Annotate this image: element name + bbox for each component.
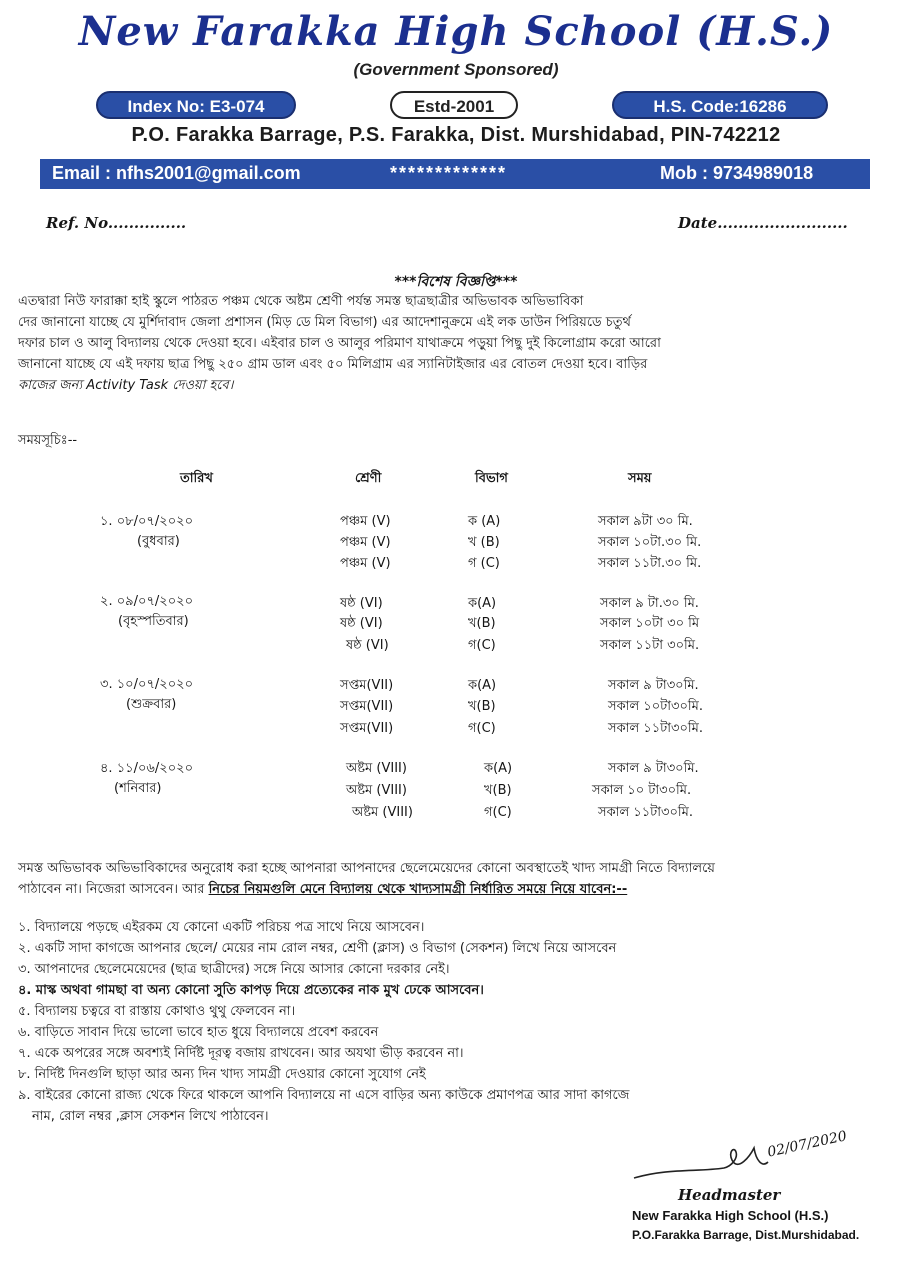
schedule-time: সকাল ১১টা৩০মি. [598,805,693,820]
signature-date: 02/07/2020 [766,1128,849,1161]
headmaster-title: Headmaster [678,1186,781,1204]
schedule-class: অষ্টম (VIII) [346,783,407,798]
notice-line: দফার চাল ও আলু বিদ্যালয় থেকে দেওয়া হবে। এইবার চাল ও আলুর পরিমাণ যাথাক্রমে পড়ুয়া পিছু দুই কিলোগ্রাম করো আরো [18,336,661,351]
school-name: New Farakka High School (H.S.) [78,8,834,55]
schedule-time: সকাল ১০টা.৩০ মি. [598,535,702,550]
schedule-time: সকাল ১১টা.৩০ মি. [598,556,702,571]
schedule-day: (শনিবার) [114,781,162,796]
schedule-section: গ(C) [468,721,496,736]
schedule-section: খ(B) [468,699,496,714]
rules-list [18,917,898,1127]
schedule-date: ৪. ১১/০৬/২০২০ [100,761,194,776]
rule-item: ১. বিদ্যালয়ে পড়ছে এইরকম যে কোনো একটি পরিচয় পত্র সাথে নিয়ে আসবেন। [18,920,425,935]
schedule-section: ক(A) [468,678,497,693]
schedule-time: সকাল ৯ টা৩০মি. [608,678,699,693]
schedule-time: সকাল ১১টা ৩০মি. [600,638,700,653]
schedule-section: খ(B) [484,783,512,798]
contact-bar [40,159,870,189]
schedule-section: গ (C) [468,556,500,571]
schedule-section: ক(A) [468,596,497,611]
schedule-section: গ(C) [484,805,512,820]
sponsorship-line: (Government Sponsored) [353,60,559,79]
schedule-time: সকাল ৯টা ৩০ মি. [598,514,693,529]
schedule-time: সকাল ১০ টা৩০মি. [592,783,692,798]
request-line: সমস্ত অভিভাবক অভিভাবিকাদের অনুরোধ করা হচ্ছে আপনারা আপনাদের ছেলেমেয়েদের কোনো অবস্থাতেই খাদ্য সামগ্রী নিতে বিদ্যালয়ে [18,861,715,876]
schedule-class: সপ্তম(VII) [340,699,394,714]
schedule-class: সপ্তম(VII) [340,721,394,736]
signature-school: New Farakka High School (H.S.) [632,1208,829,1223]
request-line-emphasis: নিচের নিয়মগুলি মেনে বিদ্যালয় থেকে খাদ্যসামগ্রী নির্ধারিত সময়ে নিয়ে যাবেন:-- [208,882,628,897]
rule-item: ৩. আপনাদের ছেলেমেয়েদের (ছাত্র ছাত্রীদের) সঙ্গে নিয়ে আসার কোনো দরকার নেই। [18,962,450,977]
rule-item: ৬. বাড়িতে সাবান দিয়ে ভালো ভাবে হাত ধুয়ে বিদ্যালয়ে প্রবেশ করবেন [18,1025,379,1040]
rule-item: ২. একটি সাদা কাগজে আপনার ছেলে/ মেয়ের নাম রোল নম্বর, শ্রেণী (ক্লাস) ও বিভাগ (সেকশন) লিখে নিয়ে আসবেন [18,941,617,956]
request-paragraph [18,858,894,900]
index-no-badge: Index No: E3-074 [96,91,296,119]
date-field: Date......................... [678,214,848,232]
request-line-start: পাঠাবেন না। নিজেরা আসবেন। আর [18,882,209,897]
schedule-class: অষ্টম (VIII) [352,805,413,820]
schedule-section: খ(B) [468,616,496,631]
rule-item: ৫. বিদ্যালয় চত্বরে বা রাস্তায় কোথাও থুথু ফেলবেন না। [18,1004,296,1019]
schedule-time: সকাল ১০টা৩০মি. [608,699,703,714]
schedule-label: সময়সূচিঃ-- [18,433,78,448]
schedule-day: (বৃহস্পতিবার) [118,614,189,629]
header-time: সময় [628,471,652,486]
schedule-day: (বুধবার) [137,534,180,549]
schedule-class: অষ্টম (VIII) [346,761,407,776]
schedule-class: ষষ্ঠ (VI) [340,596,383,611]
schedule-time: সকাল ১০টা ৩০ মি [600,616,700,631]
schedule-class: সপ্তম(VII) [340,678,394,693]
notice-paragraph [18,291,894,396]
rule-item: ৭. একে অপরের সঙ্গে অবশ্যই নির্দিষ্ট দূরত্ব বজায় রাখবেন। আর অযথা ভীড় করবেন না। [18,1046,464,1061]
estd-badge: Estd-2001 [390,91,518,119]
request-line [18,879,894,900]
header-date: তারিখ [180,471,213,486]
hs-code-badge: H.S. Code:16286 [612,91,828,119]
schedule-section: খ (B) [468,535,500,550]
school-address: P.O. Farakka Barrage, P.S. Farakka, Dist. Murshidabad, PIN-742212 [131,124,781,146]
schedule-time: সকাল ৯ টা৩০মি. [608,761,699,776]
signature-address: P.O.Farakka Barrage, Dist.Murshidabad. [632,1228,860,1242]
notice-title: ***বিশেষ বিজ্ঞপ্তি*** [394,274,518,290]
mobile-text: Mob : 9734989018 [660,163,814,183]
schedule-class: পঞ্চম (V) [340,556,391,571]
schedule-day: (শুক্রবার) [126,697,177,712]
notice-line: দের জানানো যাচ্ছে যে মুর্শিদাবাদ জেলা প্রশাসন (মিড় ডে মিল বিভাগ) এর আদেশানুক্রমে এই লক ডাউন পিরিয়ডে চতুর্থ [18,315,631,330]
header-section: বিভাগ [475,471,508,486]
schedule-class: ষষ্ঠ (VI) [346,638,389,653]
ref-no-field: Ref. No............... [46,214,187,232]
schedule-time: সকাল ৯ টা.৩০ মি. [600,596,699,611]
header-class: শ্রেণী [355,471,382,486]
rule-item: ৯. বাইরের কোনো রাজ্য থেকে ফিরে থাকলে আপনি বিদ্যালয়ে না এসে বাড়ির অন্য কাউকে প্রমাণপত্র আর সাদা কাগজে [18,1088,630,1103]
schedule-time: সকাল ১১টা৩০মি. [608,721,703,736]
schedule-date: ৩. ১০/০৭/২০২০ [100,677,194,692]
schedule-section: ক(A) [484,761,513,776]
schedule-date: ২. ০৯/০৭/২০২০ [100,594,194,609]
schedule-class: পঞ্চম (V) [340,535,391,550]
schedule-section: গ(C) [468,638,496,653]
schedule-section: ক (A) [468,514,501,529]
notice-line: এতদ্বারা নিউ ফারাক্কা হাই স্কুলে পাঠরত পঞ্চম থেকে অষ্টম শ্রেণী পর্যন্ত সমস্ত ছাত্রছাত্রীর অভিভাবক অভিভাবিকা [18,294,584,309]
rule-item: নাম, রোল নম্বর ,ক্লাস সেকশন লিখে পাঠাবেন। [32,1109,269,1124]
stars-text: ************* [390,163,508,183]
email-text: Email : nfhs2001@gmail.com [52,163,301,183]
schedule-class: পঞ্চম (V) [340,514,391,529]
rule-item: ৮. নির্দিষ্ট দিনগুলি ছাড়া আর অন্য দিন খাদ্য সামগ্রী দেওয়ার কোনো সুযোগ নেই [18,1067,426,1082]
notice-line: কাজের জন্য Activity Task দেওয়া হবে। [18,378,234,393]
notice-line: জানানো যাচ্ছে যে এই দফায় ছাত্র পিছু ২৫০ গ্রাম ডাল এবং ৫০ মিলিগ্রাম এর স্যানিটাইজার এর বোতল দেওয়া হবে। বাড়ির [18,357,648,372]
schedule-date: ১. ০৮/০৭/২০২০ [100,514,194,529]
rule-item: ৪. মাস্ক অথবা গামছা বা অন্য কোনো সুতি কাপড় দিয়ে প্রত্যেকের নাক মুখ ঢেকে আসবেন। [18,983,484,998]
schedule-class: ষষ্ঠ (VI) [340,616,383,631]
